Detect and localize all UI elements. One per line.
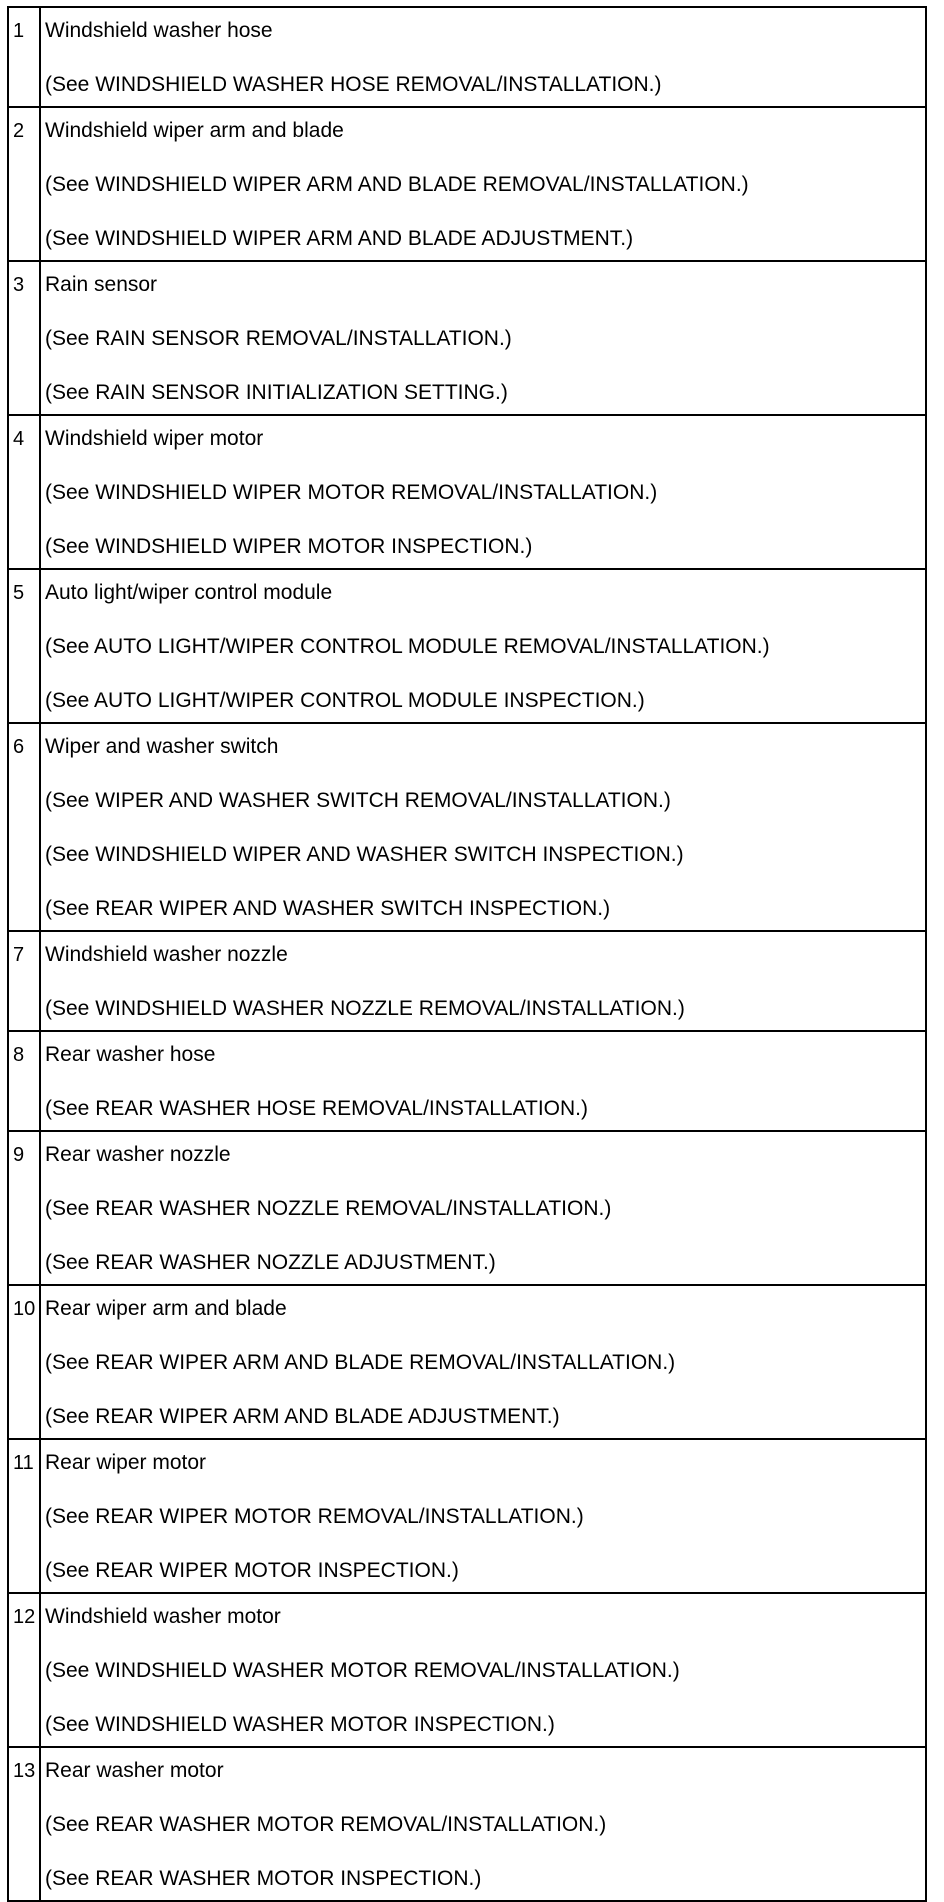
procedure-reference: (See REAR WASHER MOTOR REMOVAL/INSTALLATION.) xyxy=(45,1814,607,1836)
procedure-reference: (See WINDSHIELD WASHER MOTOR REMOVAL/INSTALLATION.) xyxy=(45,1660,680,1682)
table-row xyxy=(8,1593,926,1747)
procedure-reference: (See WINDSHIELD WIPER ARM AND BLADE REMOVAL/INSTALLATION.) xyxy=(45,174,749,196)
item-description-cell xyxy=(40,1285,926,1439)
item-number: 7 xyxy=(8,931,40,1031)
procedure-reference: (See WINDSHIELD WASHER HOSE REMOVAL/INSTALLATION.) xyxy=(45,74,662,96)
procedure-reference: (See AUTO LIGHT/WIPER CONTROL MODULE REMOVAL/INSTALLATION.) xyxy=(45,636,770,658)
item-description-cell xyxy=(40,261,926,415)
table-row xyxy=(8,1285,926,1439)
procedure-reference: (See REAR WASHER HOSE REMOVAL/INSTALLATION.) xyxy=(45,1098,588,1120)
parts-table-body xyxy=(8,7,926,1901)
component-name: Windshield washer motor xyxy=(45,1606,281,1628)
item-description-cell xyxy=(40,723,926,931)
table-row xyxy=(8,1031,926,1131)
table-row xyxy=(8,107,926,261)
item-number: 5 xyxy=(8,569,40,723)
component-name: Auto light/wiper control module xyxy=(45,582,333,604)
item-description-cell xyxy=(40,7,926,107)
procedure-reference: (See REAR WIPER ARM AND BLADE REMOVAL/INSTALLATION.) xyxy=(45,1352,676,1374)
table-row xyxy=(8,931,926,1031)
procedure-reference: (See REAR WIPER ARM AND BLADE ADJUSTMENT.) xyxy=(45,1406,560,1428)
item-number: 2 xyxy=(8,107,40,261)
table-row xyxy=(8,1131,926,1285)
item-number: 10 xyxy=(8,1285,40,1439)
table-row xyxy=(8,723,926,931)
parts-table xyxy=(7,6,927,1902)
item-description-cell xyxy=(40,1439,926,1593)
item-number: 4 xyxy=(8,415,40,569)
item-number: 8 xyxy=(8,1031,40,1131)
component-name: Windshield washer nozzle xyxy=(45,944,288,966)
item-description-cell xyxy=(40,931,926,1031)
procedure-reference: (See REAR WIPER MOTOR REMOVAL/INSTALLATION.) xyxy=(45,1506,584,1528)
item-number: 3 xyxy=(8,261,40,415)
item-description-cell xyxy=(40,569,926,723)
table-row xyxy=(8,415,926,569)
component-name: Windshield wiper arm and blade xyxy=(45,120,344,142)
procedure-reference: (See RAIN SENSOR INITIALIZATION SETTING.) xyxy=(45,382,508,404)
item-number: 9 xyxy=(8,1131,40,1285)
component-name: Rear wiper motor xyxy=(45,1452,207,1474)
item-number: 12 xyxy=(8,1593,40,1747)
item-description-cell xyxy=(40,107,926,261)
item-description-cell xyxy=(40,1747,926,1901)
component-name: Windshield wiper motor xyxy=(45,428,264,450)
procedure-reference: (See WINDSHIELD WIPER AND WASHER SWITCH INSPECTION.) xyxy=(45,844,684,866)
procedure-reference: (See REAR WIPER MOTOR INSPECTION.) xyxy=(45,1560,459,1582)
component-name: Windshield washer hose xyxy=(45,20,273,42)
item-number: 13 xyxy=(8,1747,40,1901)
procedure-reference: (See REAR WIPER AND WASHER SWITCH INSPECTION.) xyxy=(45,898,611,920)
component-name: Rear wiper arm and blade xyxy=(45,1298,287,1320)
table-row xyxy=(8,569,926,723)
item-description-cell xyxy=(40,1131,926,1285)
table-row xyxy=(8,7,926,107)
item-number: 11 xyxy=(8,1439,40,1593)
component-name: Rear washer motor xyxy=(45,1760,224,1782)
procedure-reference: (See WINDSHIELD WIPER MOTOR INSPECTION.) xyxy=(45,536,533,558)
procedure-reference: (See REAR WASHER MOTOR INSPECTION.) xyxy=(45,1868,482,1890)
table-row xyxy=(8,1439,926,1593)
procedure-reference: (See WINDSHIELD WIPER MOTOR REMOVAL/INSTALLATION.) xyxy=(45,482,658,504)
procedure-reference: (See WINDSHIELD WASHER MOTOR INSPECTION.) xyxy=(45,1714,555,1736)
procedure-reference: (See REAR WASHER NOZZLE REMOVAL/INSTALLATION.) xyxy=(45,1198,612,1220)
component-name: Rain sensor xyxy=(45,274,158,296)
component-name: Rear washer nozzle xyxy=(45,1144,231,1166)
procedure-reference: (See RAIN SENSOR REMOVAL/INSTALLATION.) xyxy=(45,328,512,350)
procedure-reference: (See WINDSHIELD WIPER ARM AND BLADE ADJUSTMENT.) xyxy=(45,228,634,250)
component-name: Rear washer hose xyxy=(45,1044,216,1066)
item-number: 1 xyxy=(8,7,40,107)
item-description-cell xyxy=(40,1593,926,1747)
item-description-cell xyxy=(40,415,926,569)
item-description-cell xyxy=(40,1031,926,1131)
table-row xyxy=(8,261,926,415)
table-row xyxy=(8,1747,926,1901)
procedure-reference: (See WIPER AND WASHER SWITCH REMOVAL/INSTALLATION.) xyxy=(45,790,671,812)
procedure-reference: (See REAR WASHER NOZZLE ADJUSTMENT.) xyxy=(45,1252,496,1274)
procedure-reference: (See AUTO LIGHT/WIPER CONTROL MODULE INSPECTION.) xyxy=(45,690,645,712)
item-number: 6 xyxy=(8,723,40,931)
component-name: Wiper and washer switch xyxy=(45,736,279,758)
procedure-reference: (See WINDSHIELD WASHER NOZZLE REMOVAL/INSTALLATION.) xyxy=(45,998,685,1020)
